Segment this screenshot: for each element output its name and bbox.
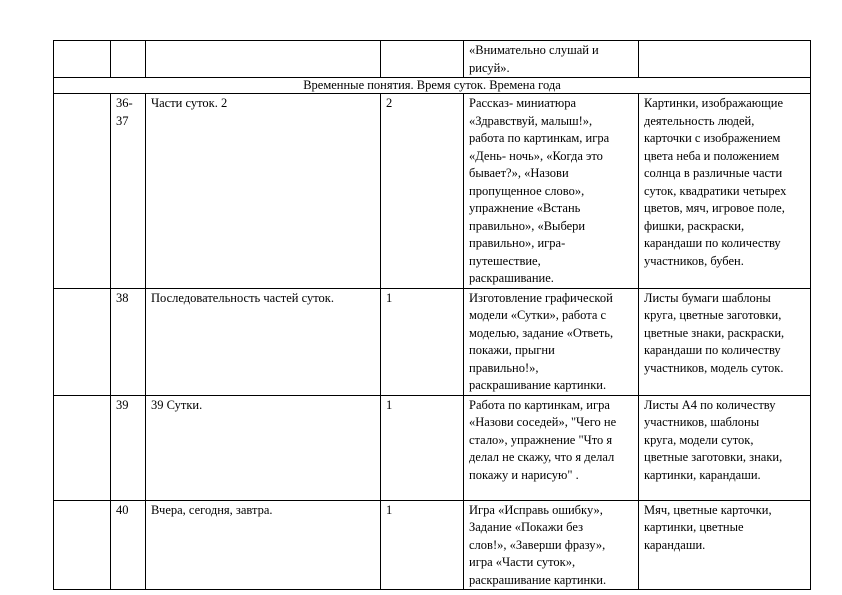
blank-cell — [54, 500, 111, 590]
lesson-hours: 1 — [386, 397, 393, 412]
number-cell — [111, 395, 146, 500]
hours-cell — [381, 395, 464, 500]
lesson-methods: Игра «Исправь ошибку», Задание «Покажи без слов!», «Заверши фразу», игра «Части суток», раскрашивание картинки. — [469, 502, 607, 587]
lesson-materials: Картинки, изображающие деятельность людей, карточки с изображением цвета неба и положением солнца в различные части суток, квадратики четырех цветов, мяч, игровое поле, фишки, раскраски, карандаши по количеству участников, бубен. — [644, 96, 787, 268]
lesson-hours: 1 — [386, 290, 393, 305]
methods-cell — [464, 94, 639, 289]
lesson-methods: Рассказ- миниатюра «Здравствуй, малыш!», работа по картинкам, игра «День- ночь», «Когда это бывает?», «Назови пропущенное слово», упражнение «Встань правильно», «Выбери правильно», игра- путешествие, раскрашивание. — [469, 96, 610, 285]
methods-cell — [464, 288, 639, 395]
number-cell — [111, 288, 146, 395]
methods-cell — [464, 395, 639, 500]
hours-cell — [381, 288, 464, 395]
lesson-number: 39 — [116, 397, 129, 412]
materials-cell — [639, 500, 811, 590]
blank-cell — [54, 94, 111, 289]
methods-cell — [464, 500, 639, 590]
lesson-plan-table — [53, 40, 811, 590]
materials-cell — [639, 395, 811, 500]
materials-cell — [639, 94, 811, 289]
blank-cell — [54, 288, 111, 395]
lesson-topic: Вчера, сегодня, завтра. — [151, 502, 273, 517]
materials-cell — [639, 41, 811, 78]
number-cell — [111, 500, 146, 590]
number-cell — [111, 41, 146, 78]
lesson-methods: Изготовление графической модели «Сутки», работа с моделью, задание «Ответь, покажи, прыгни правильно!», раскрашивание картинки. — [469, 290, 614, 392]
topic-cell — [146, 395, 381, 500]
lesson-materials: Листы бумаги шаблоны круга, цветные заготовки, цветные знаки, раскраски, карандаши по количеству участников, модель суток. — [644, 290, 785, 375]
topic-cell — [146, 94, 381, 289]
table-row — [54, 288, 811, 395]
hours-cell — [381, 500, 464, 590]
number-cell — [111, 94, 146, 289]
blank-cell — [54, 395, 111, 500]
lesson-topic: Последовательность частей суток. — [151, 290, 334, 305]
table-row — [54, 500, 811, 590]
blank-cell — [54, 41, 111, 78]
topic-cell — [146, 500, 381, 590]
hours-cell — [381, 41, 464, 78]
lesson-materials: Мяч, цветные карточки, картинки, цветные карандаши. — [644, 502, 772, 552]
lesson-hours: 2 — [386, 96, 393, 110]
methods-cell — [464, 41, 639, 78]
lesson-number: 38 — [116, 290, 129, 305]
section-heading-row — [54, 78, 811, 94]
methods-text: «Внимательно слушай и рисуй». — [469, 43, 599, 75]
lesson-methods: Работа по картинкам, игра «Назови соседей», "Чего не стало», упражнение "Что я делал не скажу, что я делал покажу и нарисую" . — [469, 397, 617, 482]
topic-cell — [146, 288, 381, 395]
lesson-topic: 39 Сутки. — [151, 397, 203, 412]
lesson-number: 36- 37 — [116, 96, 133, 128]
lesson-hours: 1 — [386, 502, 393, 517]
topic-cell — [146, 41, 381, 78]
hours-cell — [381, 94, 464, 289]
section-heading: Временные понятия. Время суток. Времена года — [54, 78, 811, 94]
table-row — [54, 395, 811, 500]
lesson-number: 40 — [116, 502, 129, 517]
materials-cell — [639, 288, 811, 395]
table-row-continuation — [54, 41, 811, 78]
table-row — [54, 94, 811, 289]
lesson-materials: Листы А4 по количеству участников, шаблоны круга, модели суток, цветные заготовки, знаки, картинки, карандаши. — [644, 397, 783, 482]
lesson-topic: Части суток. 2 — [151, 96, 228, 110]
